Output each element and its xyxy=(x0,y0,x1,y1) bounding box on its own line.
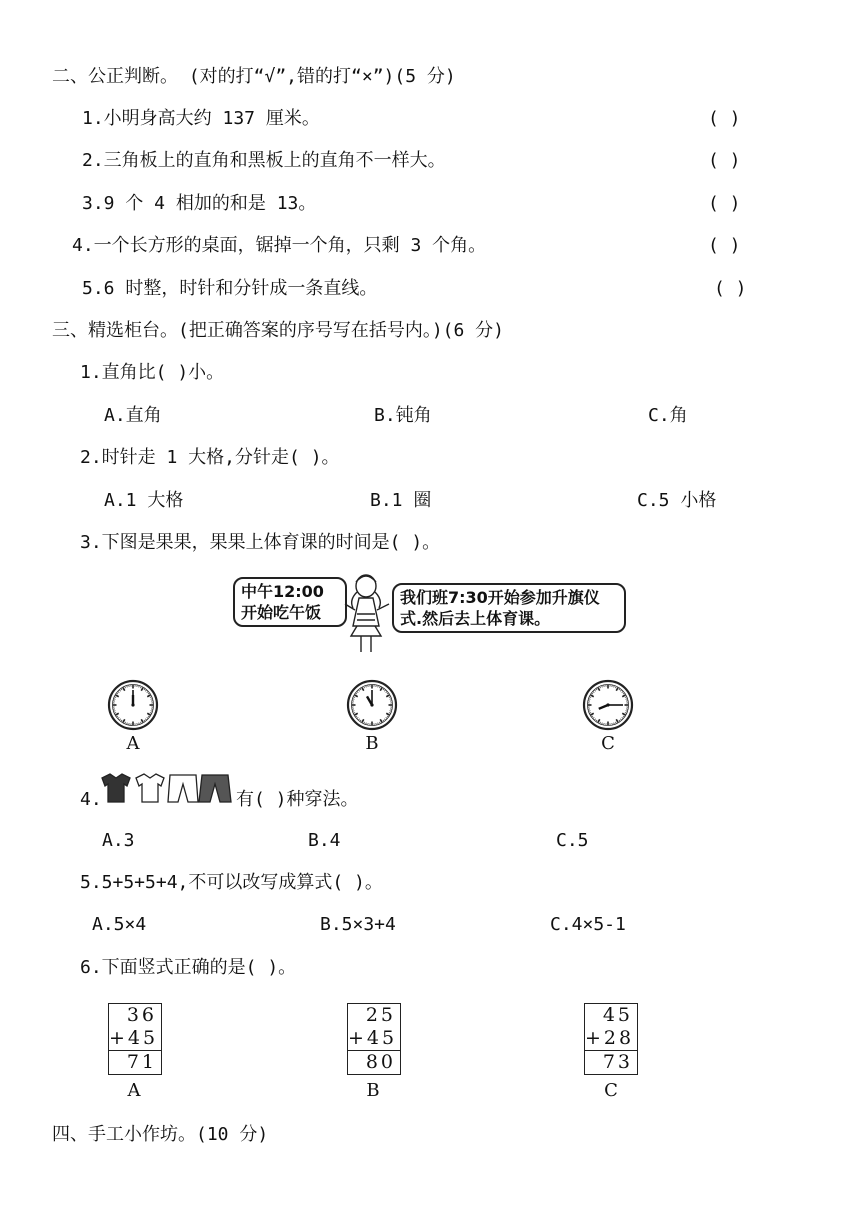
q4-option-c: C.5 xyxy=(556,830,589,851)
bubble-left-line-1: 中午12:00 xyxy=(241,582,324,601)
vertical-calc-a xyxy=(108,1003,162,1075)
q5-text: 5.5+5+5+4,不可以改写成算式( )。 xyxy=(80,872,383,893)
q6-text: 6.下面竖式正确的是( )。 xyxy=(80,957,297,978)
calc-c-top: 45 xyxy=(602,1004,633,1026)
clock-a-label: A xyxy=(126,733,140,754)
bubble-right-line-1: 我们班7:30开始参加升旗仪 xyxy=(400,588,600,607)
calc-a-top: 36 xyxy=(126,1004,157,1026)
calc-b-label: B xyxy=(366,1080,380,1101)
q4-text: 有( )种穿法。 xyxy=(236,789,359,810)
judge-answer-4[interactable]: ( ) xyxy=(708,235,741,256)
q2-option-b: B.1 圈 xyxy=(370,490,432,511)
judge-item-1: 1.小明身高大约 137 厘米。 xyxy=(82,108,320,129)
judge-answer-1[interactable]: ( ) xyxy=(708,108,741,129)
q1-text: 1.直角比( )小。 xyxy=(80,362,225,383)
q2-option-a: A.1 大格 xyxy=(104,490,184,511)
speech-bubble-right xyxy=(392,583,626,633)
judge-answer-3[interactable]: ( ) xyxy=(708,193,741,214)
girl-illustration xyxy=(335,570,397,654)
q5-option-b: B.5×3+4 xyxy=(320,914,396,935)
judge-answer-2[interactable]: ( ) xyxy=(708,150,741,171)
calc-c-addend: +28 xyxy=(585,1027,637,1051)
q4-option-a: A.3 xyxy=(102,830,135,851)
calc-c-label: C xyxy=(604,1080,618,1101)
calc-b-top: 25 xyxy=(365,1004,396,1026)
clock-a-icon xyxy=(106,678,160,732)
vertical-calc-b xyxy=(347,1003,401,1075)
bubble-right-line-2: 式.然后去上体育课。 xyxy=(400,609,551,628)
speech-bubble-left xyxy=(233,577,347,627)
bubble-left-line-2: 开始吃午饭 xyxy=(241,603,322,622)
clock-c-label: C xyxy=(601,733,615,754)
judge-item-4: 4.一个长方形的桌面，锯掉一个角，只剩 3 个角。 xyxy=(72,235,487,256)
judge-item-5: 5.6 时整，时针和分针成一条直线。 xyxy=(82,278,378,299)
q5-option-a: A.5×4 xyxy=(92,914,147,935)
clothes-icon xyxy=(100,772,234,804)
calc-b-result: 80 xyxy=(365,1051,396,1073)
q1-option-b: B.钝角 xyxy=(374,405,432,426)
section3-heading: 三、精选柜台。(把正确答案的序号写在括号内。)(6 分) xyxy=(52,320,505,341)
q1-option-a: A.直角 xyxy=(104,405,162,426)
judge-item-3: 3.9 个 4 相加的和是 13。 xyxy=(82,193,317,214)
calc-a-addend: +45 xyxy=(109,1027,161,1051)
calc-a-result: 71 xyxy=(126,1051,157,1073)
vertical-calc-c xyxy=(584,1003,638,1075)
q2-text: 2.时针走 1 大格,分针走( )。 xyxy=(80,447,340,468)
judge-item-2: 2.三角板上的直角和黑板上的直角不一样大。 xyxy=(82,150,446,171)
calc-a-label: A xyxy=(127,1080,141,1101)
judge-answer-5[interactable]: ( ) xyxy=(714,278,747,299)
clock-b-label: B xyxy=(365,733,379,754)
q3-text: 3.下图是果果，果果上体育课的时间是( )。 xyxy=(80,532,441,553)
clock-b-icon xyxy=(345,678,399,732)
section4-heading: 四、手工小作坊。(10 分) xyxy=(52,1124,269,1145)
q2-option-c: C.5 小格 xyxy=(637,490,717,511)
q1-option-c: C.角 xyxy=(648,405,688,426)
q4-option-b: B.4 xyxy=(308,830,341,851)
section2-heading: 二、公正判断。 (对的打“√”,错的打“×”)(5 分) xyxy=(52,66,456,87)
clock-c-icon xyxy=(581,678,635,732)
calc-c-result: 73 xyxy=(602,1051,633,1073)
calc-b-addend: +45 xyxy=(348,1027,400,1051)
q4-number: 4. xyxy=(80,789,102,810)
q5-option-c: C.4×5-1 xyxy=(550,914,626,935)
